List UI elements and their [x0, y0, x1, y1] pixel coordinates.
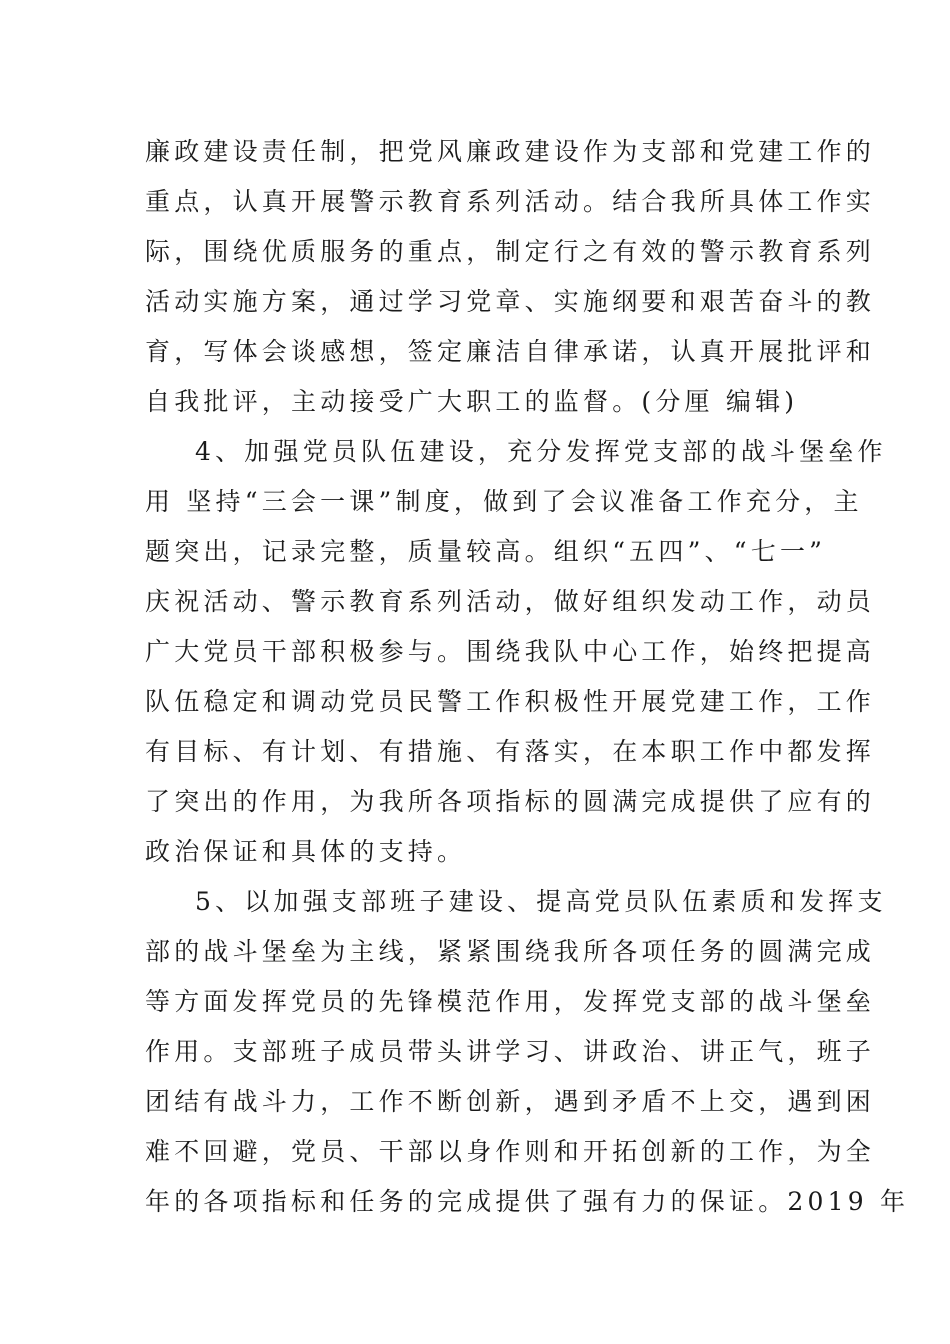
- text-line: 廉政建设责任制，把党风廉政建设作为支部和党建工作的: [145, 137, 876, 166]
- text-line: 重点，认真开展警示教育系列活动。结合我所具体工作实: [145, 187, 876, 216]
- text-line: 等方面发挥党员的先锋模范作用，发挥党支部的战斗堡垒: [145, 987, 876, 1016]
- text-line: 年的各项指标和任务的完成提供了强有力的保证。2019 年: [145, 1187, 910, 1216]
- text-line: 广大党员干部积极参与。围绕我队中心工作，始终把提高: [145, 637, 876, 666]
- paragraph-start-line: 4、加强党员队伍建设，充分发挥党支部的战斗堡垒作: [195, 437, 887, 466]
- text-line: 用 坚持“三会一课”制度，做到了会议准备工作充分，主: [145, 487, 863, 516]
- text-line: 部的战斗堡垒为主线，紧紧围绕我所各项任务的圆满完成: [145, 937, 876, 966]
- text-line: 队伍稳定和调动党员民警工作积极性开展党建工作，工作: [145, 687, 876, 716]
- text-line: 际，围绕优质服务的重点，制定行之有效的警示教育系列: [145, 237, 876, 266]
- text-line: 自我批评，主动接受广大职工的监督。(分厘 编辑): [145, 387, 799, 416]
- paragraph-start-line: 5、以加强支部班子建设、提高党员队伍素质和发挥支: [195, 887, 887, 916]
- text-line: 政治保证和具体的支持。: [145, 837, 467, 866]
- text-line: 了突出的作用，为我所各项指标的圆满完成提供了应有的: [145, 787, 876, 816]
- text-line: 活动实施方案，通过学习党章、实施纲要和艰苦奋斗的教: [145, 287, 876, 316]
- text-line: 庆祝活动、警示教育系列活动，做好组织发动工作，动员: [145, 587, 876, 616]
- text-line: 题突出，记录完整，质量较高。组织“五四”、“七一”: [145, 537, 827, 566]
- text-line: 难不回避，党员、干部以身作则和开拓创新的工作，为全: [145, 1137, 876, 1166]
- text-line: 育，写体会谈感想，签定廉洁自律承诺，认真开展批评和: [145, 337, 876, 366]
- text-line: 团结有战斗力，工作不断创新，遇到矛盾不上交，遇到困: [145, 1087, 876, 1116]
- text-line: 作用。支部班子成员带头讲学习、讲政治、讲正气，班子: [145, 1037, 876, 1066]
- text-line: 有目标、有计划、有措施、有落实，在本职工作中都发挥: [145, 737, 876, 766]
